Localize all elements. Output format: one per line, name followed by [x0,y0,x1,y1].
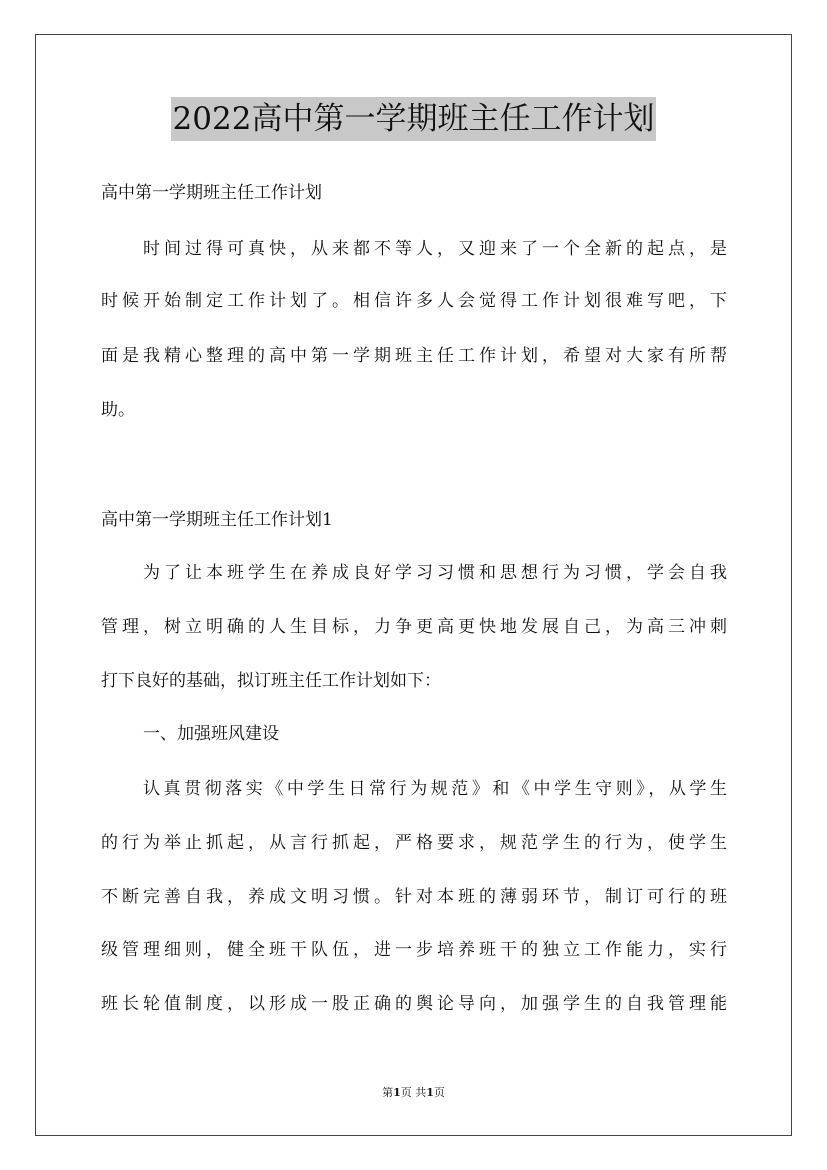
part1-line-3: 不断完善自我，养成文明习惯。针对本班的薄弱环节，制订可行的班 [101,887,727,907]
document-subtitle: 高中第一学期班主任工作计划 [101,183,322,203]
document-title-text: 2022高中第一学期班主任工作计划 [171,97,657,141]
page-footer [0,1086,827,1100]
page-current: 1 [393,1086,401,1099]
intro-line-1: 时间过得可真快，从来都不等人，又迎来了一个全新的起点，是 [143,239,727,259]
page-label-prefix: 第 [382,1086,394,1099]
page-total: 1 [426,1086,434,1099]
part1-line-4: 级管理细则，健全班干队伍，进一步培养班干的独立工作能力，实行 [101,940,727,960]
page-label-suffix: 页 [433,1086,445,1099]
intro-line-2: 时候开始制定工作计划了。相信许多人会觉得工作计划很难写吧，下 [101,291,727,311]
section1-heading: 高中第一学期班主任工作计划1 [101,510,333,530]
section1-line-1: 为了让本班学生在养成良好学习习惯和思想行为习惯，学会自我 [143,563,727,583]
part1-line-2: 的行为举止抓起，从言行抓起，严格要求，规范学生的行为，使学生 [101,833,727,853]
intro-line-4: 助。 [101,400,135,420]
part1-line-1: 认真贯彻落实《中学生日常行为规范》和《中学生守则》，从学生 [143,779,727,799]
intro-line-3: 面是我精心整理的高中第一学期班主任工作计划，希望对大家有所帮 [101,346,727,366]
part1-line-5: 班长轮值制度，以形成一股正确的舆论导向，加强学生的自我管理能 [101,994,727,1014]
section1-line-3: 打下良好的基础，拟订班主任工作计划如下： [101,671,441,691]
page-label-mid: 页 共 [400,1086,427,1099]
section1-line-2: 管理，树立明确的人生目标，力争更高更快地发展自己，为高三冲刺 [101,617,727,637]
document-title [0,97,827,141]
part1-heading: 一、加强班风建设 [143,724,279,744]
